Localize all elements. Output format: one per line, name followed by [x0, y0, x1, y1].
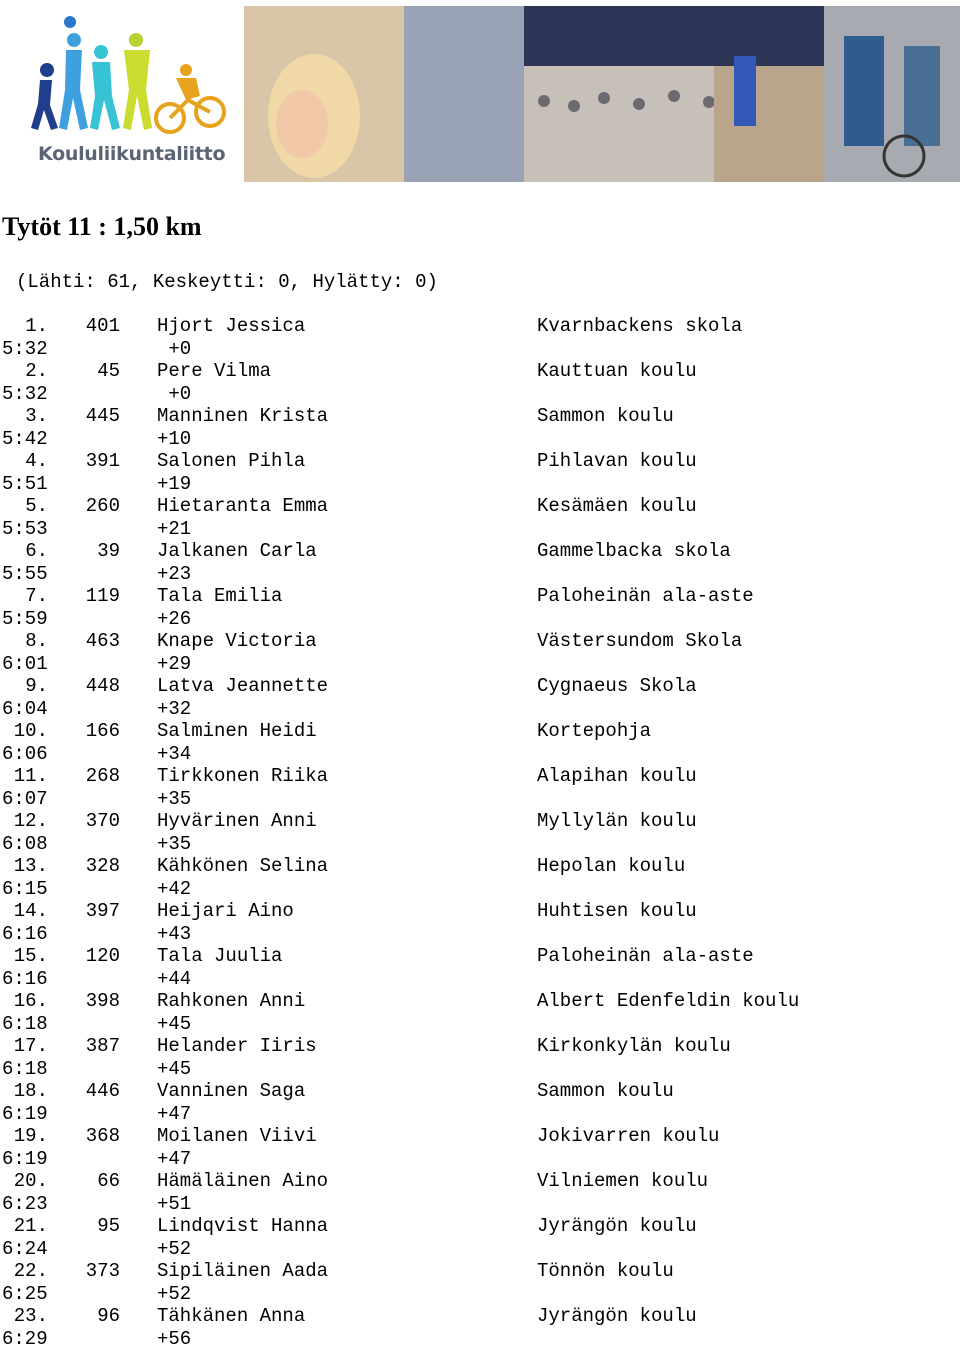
page-title: Tytöt 11 : 1,50 km: [2, 212, 202, 242]
result-rank: 3.: [25, 405, 48, 428]
result-time: 6:16: [2, 968, 48, 991]
result-bib: 398: [86, 990, 120, 1013]
result-bib: 370: [86, 810, 120, 833]
result-diff: +34: [157, 743, 191, 766]
result-row: [0, 810, 960, 855]
result-rank: 16.: [14, 990, 48, 1013]
result-name: Latva Jeannette: [157, 675, 328, 698]
result-row: [0, 315, 960, 360]
result-name: Tirkkonen Riika: [157, 765, 328, 788]
results-list: [0, 315, 960, 1350]
result-time: 5:53: [2, 518, 48, 541]
result-diff: +35: [157, 833, 191, 856]
result-bib: 95: [97, 1215, 120, 1238]
result-rank: 7.: [25, 585, 48, 608]
result-diff: +51: [157, 1193, 191, 1216]
result-school: Vilniemen koulu: [537, 1170, 708, 1193]
race-summary: (Lähti: 61, Keskeytti: 0, Hylätty: 0): [16, 271, 438, 294]
result-rank: 14.: [14, 900, 48, 923]
result-school: Paloheinän ala-aste: [537, 585, 754, 608]
result-rank: 12.: [14, 810, 48, 833]
result-school: Kesämäen koulu: [537, 495, 697, 518]
result-rank: 18.: [14, 1080, 48, 1103]
result-school: Cygnaeus Skola: [537, 675, 697, 698]
result-row: [0, 585, 960, 630]
result-bib: 448: [86, 675, 120, 698]
result-bib: 387: [86, 1035, 120, 1058]
result-diff: +43: [157, 923, 191, 946]
result-bib: 328: [86, 855, 120, 878]
result-row: [0, 1305, 960, 1350]
result-rank: 13.: [14, 855, 48, 878]
result-name: Hämäläinen Aino: [157, 1170, 328, 1193]
result-name: Heijari Aino: [157, 900, 294, 923]
result-row: [0, 540, 960, 585]
result-row: [0, 1260, 960, 1305]
result-name: Helander Iiris: [157, 1035, 317, 1058]
result-bib: 445: [86, 405, 120, 428]
result-diff: +0: [157, 383, 191, 406]
result-diff: +45: [157, 1013, 191, 1036]
result-row: [0, 990, 960, 1035]
result-bib: 446: [86, 1080, 120, 1103]
result-time: 6:01: [2, 653, 48, 676]
result-diff: +23: [157, 563, 191, 586]
result-rank: 11.: [14, 765, 48, 788]
result-row: [0, 495, 960, 540]
result-school: Kauttuan koulu: [537, 360, 697, 383]
result-row: [0, 630, 960, 675]
result-row: [0, 1035, 960, 1080]
result-time: 6:29: [2, 1328, 48, 1350]
result-time: 6:18: [2, 1058, 48, 1081]
result-rank: 23.: [14, 1305, 48, 1328]
result-diff: +26: [157, 608, 191, 631]
result-school: Huhtisen koulu: [537, 900, 697, 923]
result-rank: 17.: [14, 1035, 48, 1058]
result-row: [0, 1080, 960, 1125]
result-bib: 268: [86, 765, 120, 788]
result-name: Vanninen Saga: [157, 1080, 305, 1103]
result-diff: +52: [157, 1238, 191, 1261]
result-name: Knape Victoria: [157, 630, 317, 653]
result-name: Tala Emilia: [157, 585, 282, 608]
result-name: Pere Vilma: [157, 360, 271, 383]
result-bib: 391: [86, 450, 120, 473]
result-school: Västersundom Skola: [537, 630, 742, 653]
result-time: 6:24: [2, 1238, 48, 1261]
result-bib: 373: [86, 1260, 120, 1283]
result-rank: 19.: [14, 1125, 48, 1148]
result-bib: 401: [86, 315, 120, 338]
result-bib: 120: [86, 945, 120, 968]
result-row: [0, 945, 960, 990]
result-row: [0, 1170, 960, 1215]
result-school: Hepolan koulu: [537, 855, 685, 878]
result-bib: 260: [86, 495, 120, 518]
result-time: 6:19: [2, 1148, 48, 1171]
result-school: Kirkonkylän koulu: [537, 1035, 731, 1058]
result-row: [0, 855, 960, 900]
result-bib: 463: [86, 630, 120, 653]
result-name: Salonen Pihla: [157, 450, 305, 473]
result-school: Paloheinän ala-aste: [537, 945, 754, 968]
result-time: 6:25: [2, 1283, 48, 1306]
result-bib: 397: [86, 900, 120, 923]
result-rank: 4.: [25, 450, 48, 473]
result-diff: +45: [157, 1058, 191, 1081]
result-bib: 39: [97, 540, 120, 563]
result-school: Kortepohja: [537, 720, 651, 743]
result-time: 6:19: [2, 1103, 48, 1126]
result-name: Hyvärinen Anni: [157, 810, 317, 833]
result-diff: +56: [157, 1328, 191, 1350]
result-school: Jyrängön koulu: [537, 1215, 697, 1238]
result-school: Pihlavan koulu: [537, 450, 697, 473]
result-diff: +47: [157, 1103, 191, 1126]
result-bib: 45: [97, 360, 120, 383]
result-name: Hietaranta Emma: [157, 495, 328, 518]
result-school: Jokivarren koulu: [537, 1125, 719, 1148]
result-name: Moilanen Viivi: [157, 1125, 317, 1148]
result-rank: 15.: [14, 945, 48, 968]
result-diff: +52: [157, 1283, 191, 1306]
result-rank: 1.: [25, 315, 48, 338]
result-diff: +29: [157, 653, 191, 676]
result-row: [0, 1215, 960, 1260]
result-row: [0, 900, 960, 945]
result-row: [0, 720, 960, 765]
result-diff: +32: [157, 698, 191, 721]
result-name: Sipiläinen Aada: [157, 1260, 328, 1283]
result-time: 5:51: [2, 473, 48, 496]
result-row: [0, 450, 960, 495]
result-name: Jalkanen Carla: [157, 540, 317, 563]
result-rank: 21.: [14, 1215, 48, 1238]
result-school: Jyrängön koulu: [537, 1305, 697, 1328]
result-rank: 5.: [25, 495, 48, 518]
result-school: Sammon koulu: [537, 1080, 674, 1103]
header-banner: [0, 0, 960, 186]
result-school: Myllylän koulu: [537, 810, 697, 833]
result-rank: 9.: [25, 675, 48, 698]
result-row: [0, 360, 960, 405]
logo: [0, 0, 244, 186]
result-rank: 2.: [25, 360, 48, 383]
result-row: [0, 765, 960, 810]
result-bib: 166: [86, 720, 120, 743]
result-rank: 10.: [14, 720, 48, 743]
result-time: 5:59: [2, 608, 48, 631]
result-school: Sammon koulu: [537, 405, 674, 428]
result-name: Salminen Heidi: [157, 720, 317, 743]
result-rank: 20.: [14, 1170, 48, 1193]
result-rank: 6.: [25, 540, 48, 563]
result-name: Kähkönen Selina: [157, 855, 328, 878]
result-diff: +47: [157, 1148, 191, 1171]
result-diff: +35: [157, 788, 191, 811]
result-diff: +44: [157, 968, 191, 991]
result-name: Tala Juulia: [157, 945, 282, 968]
result-name: Hjort Jessica: [157, 315, 305, 338]
result-time: 5:55: [2, 563, 48, 586]
result-time: 5:32: [2, 338, 48, 361]
result-name: Lindqvist Hanna: [157, 1215, 328, 1238]
logo-text: Koululiikuntaliitto: [38, 143, 225, 165]
result-diff: +21: [157, 518, 191, 541]
result-time: 6:07: [2, 788, 48, 811]
result-time: 6:15: [2, 878, 48, 901]
result-bib: 119: [86, 585, 120, 608]
result-name: Tähkänen Anna: [157, 1305, 305, 1328]
result-row: [0, 405, 960, 450]
result-diff: +42: [157, 878, 191, 901]
result-diff: +0: [157, 338, 191, 361]
result-bib: 96: [97, 1305, 120, 1328]
result-time: 6:08: [2, 833, 48, 856]
result-time: 6:06: [2, 743, 48, 766]
result-diff: +19: [157, 473, 191, 496]
result-time: 6:18: [2, 1013, 48, 1036]
result-diff: +10: [157, 428, 191, 451]
figures-logo-icon: [0, 0, 244, 140]
result-school: Gammelbacka skola: [537, 540, 731, 563]
result-time: 6:04: [2, 698, 48, 721]
result-school: Tönnön koulu: [537, 1260, 674, 1283]
result-name: Manninen Krista: [157, 405, 328, 428]
result-time: 5:32: [2, 383, 48, 406]
event-photo-collage: [244, 6, 960, 182]
result-bib: 368: [86, 1125, 120, 1148]
result-name: Rahkonen Anni: [157, 990, 305, 1013]
result-time: 6:23: [2, 1193, 48, 1216]
result-row: [0, 1125, 960, 1170]
result-rank: 8.: [25, 630, 48, 653]
result-school: Alapihan koulu: [537, 765, 697, 788]
result-time: 5:42: [2, 428, 48, 451]
result-row: [0, 675, 960, 720]
result-time: 6:16: [2, 923, 48, 946]
result-school: Kvarnbackens skola: [537, 315, 742, 338]
result-rank: 22.: [14, 1260, 48, 1283]
result-school: Albert Edenfeldin koulu: [537, 990, 799, 1013]
result-bib: 66: [97, 1170, 120, 1193]
